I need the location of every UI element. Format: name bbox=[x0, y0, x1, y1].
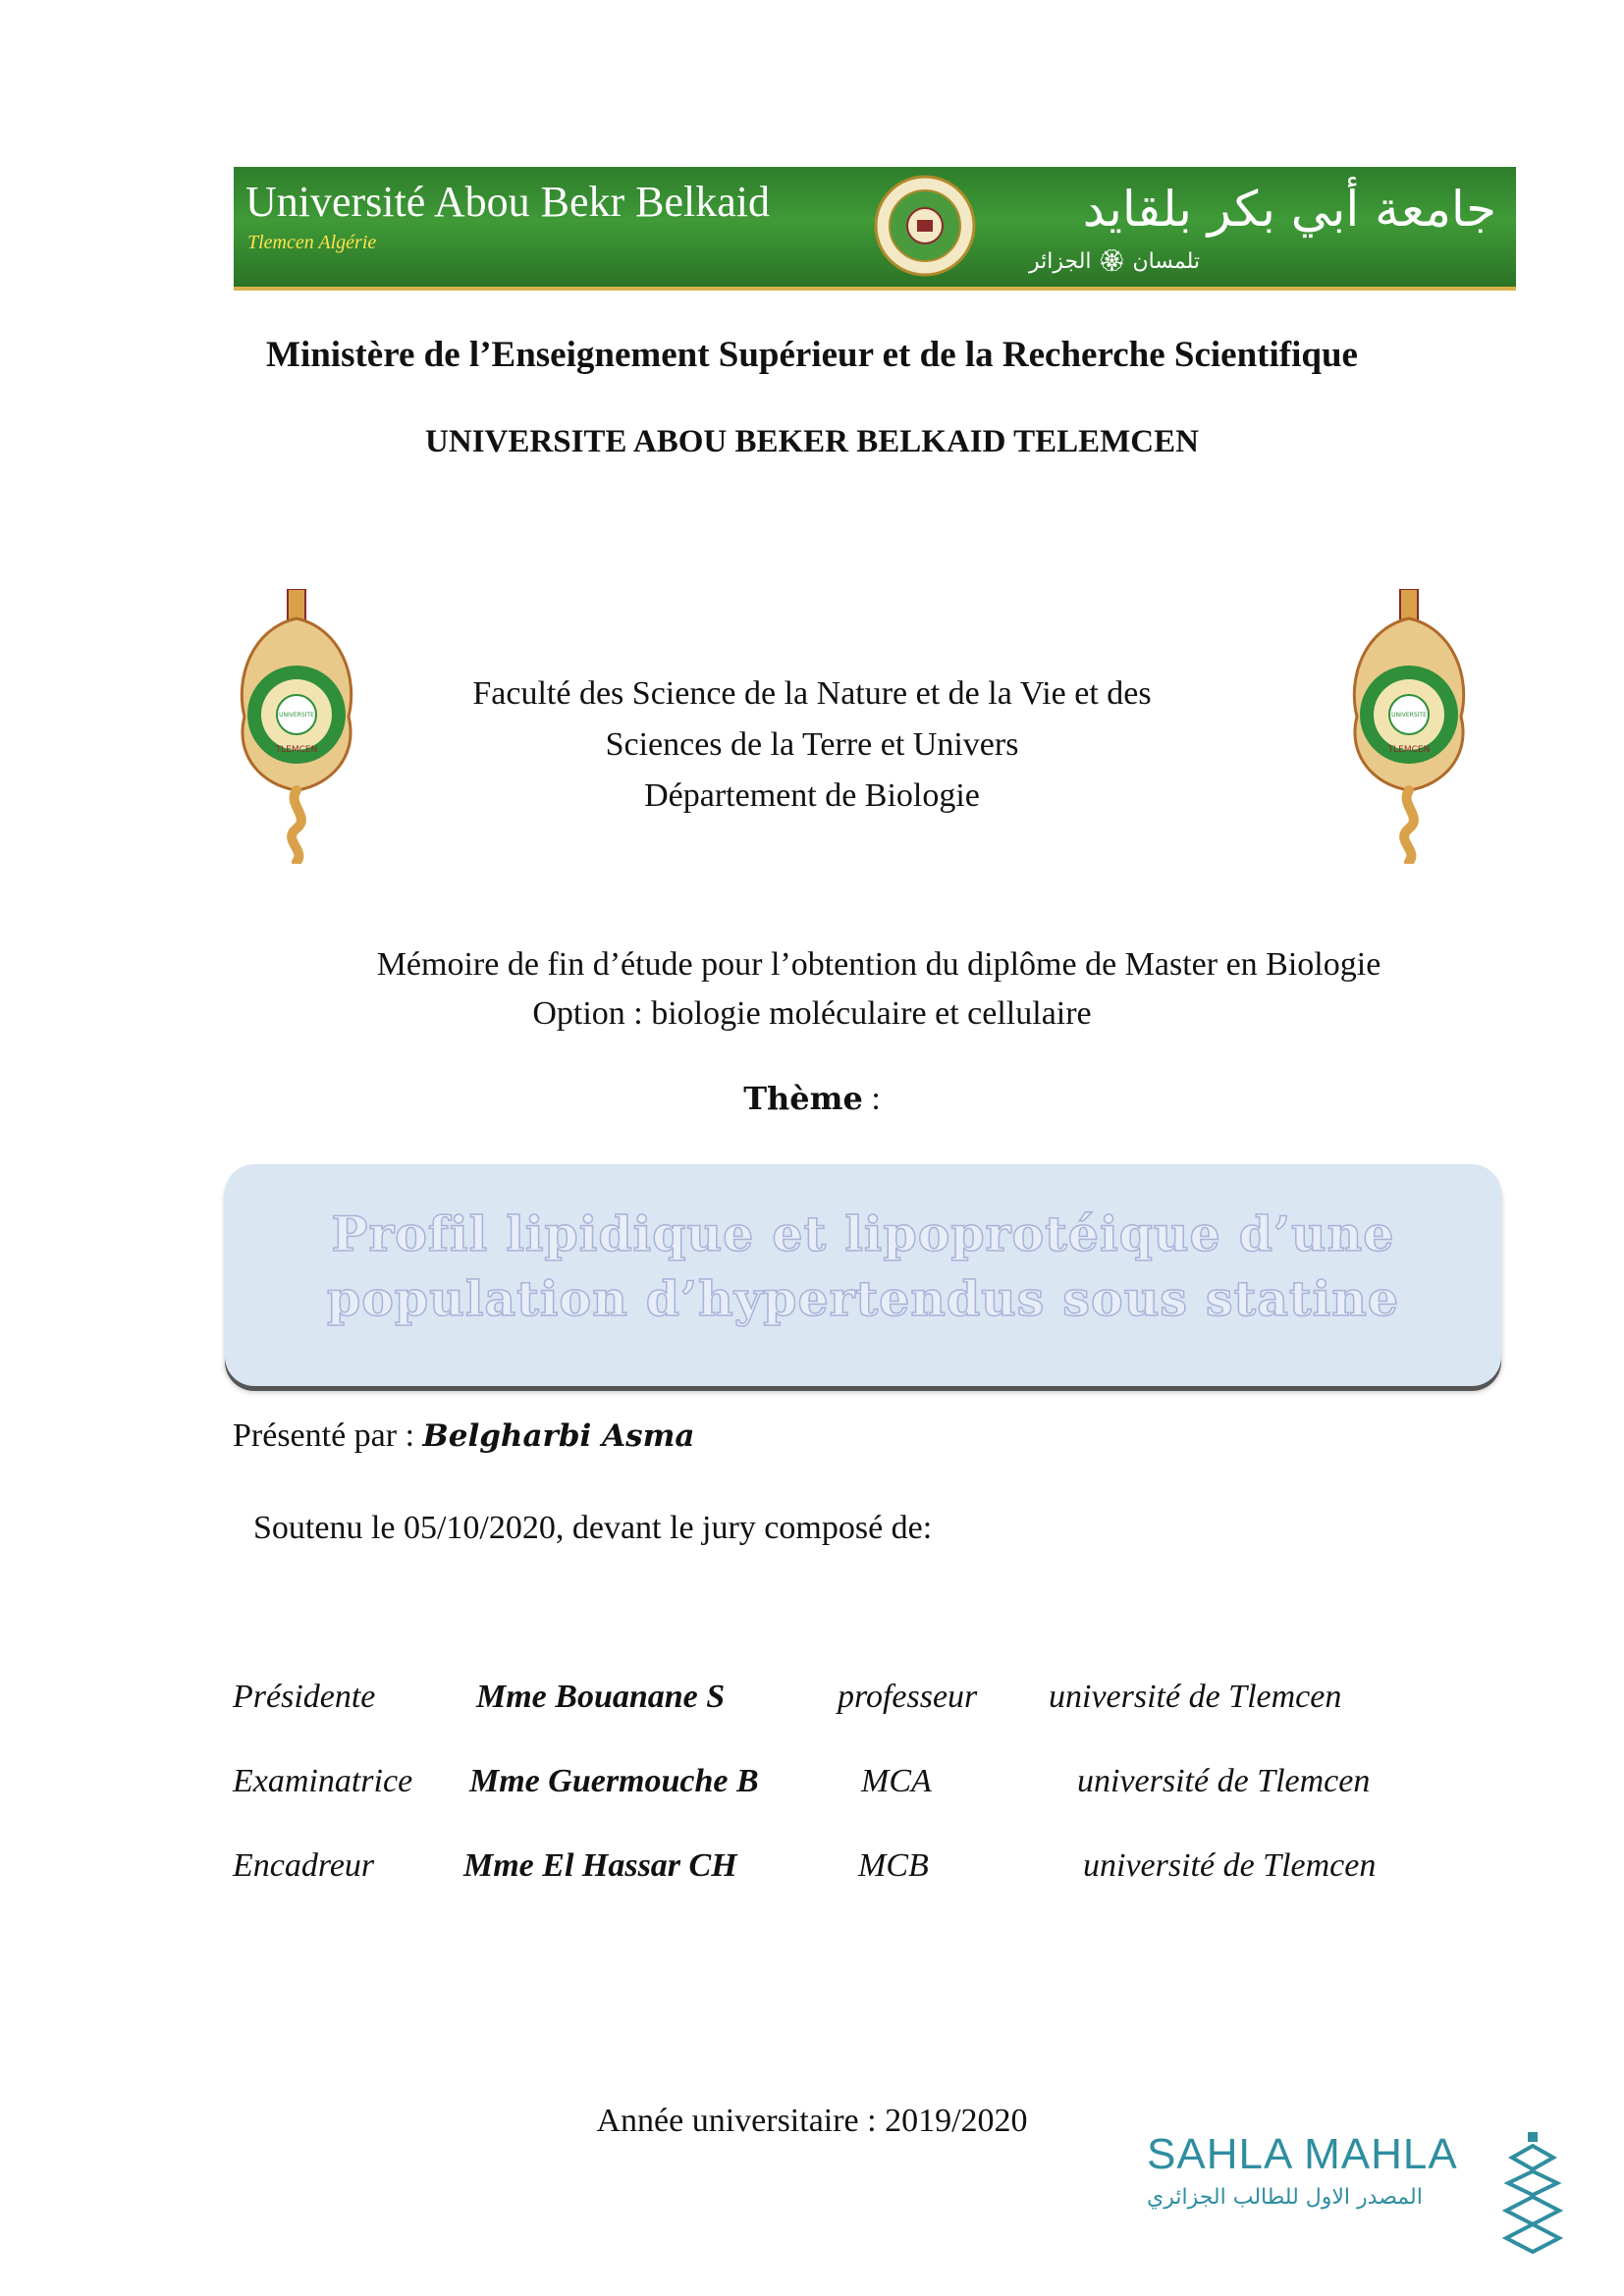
university-banner bbox=[234, 167, 1516, 291]
jury-name: Mme Bouanane S bbox=[476, 1679, 726, 1715]
university-seal-icon bbox=[870, 171, 980, 281]
theme-title-line-2: population d’hypertendus sous statine bbox=[326, 1270, 1399, 1327]
theme-label: Thème bbox=[743, 1080, 863, 1117]
jury-row bbox=[0, 1847, 1624, 1896]
theme-heading bbox=[0, 1080, 1624, 1118]
jury-grade: professeur bbox=[838, 1679, 978, 1715]
watermark-logo-icon bbox=[1502, 2128, 1563, 2275]
faculty-line-2: Sciences de la Terre et Univers bbox=[605, 726, 1019, 763]
emblem-city: TLEMCEN bbox=[275, 745, 318, 755]
jury-role: Présidente bbox=[233, 1679, 376, 1715]
watermark-subtitle: المصدر الاول للطالب الجزائري bbox=[1147, 2185, 1423, 2210]
jury-name: Mme Guermouche B bbox=[469, 1763, 759, 1799]
jury-institution: université de Tlemcen bbox=[1077, 1763, 1371, 1799]
faculty-line-1: Faculté des Science de la Nature et de la Vie et des bbox=[472, 675, 1152, 712]
emblem-label: UNIVERSITE bbox=[1391, 712, 1427, 719]
ministry-title: Ministère de l’Enseignement Supérieur et de la Recherche Scientifique bbox=[266, 335, 1358, 375]
jury-institution: université de Tlemcen bbox=[1049, 1679, 1342, 1715]
theme-suffix: : bbox=[862, 1081, 881, 1117]
university-title: UNIVERSITE ABOU BEKER BELKAID TELEMCEN bbox=[425, 424, 1199, 459]
jury-name: Mme El Hassar CH bbox=[463, 1847, 737, 1884]
jury-role: Examinatrice bbox=[233, 1763, 413, 1799]
department-name: Département de Biologie bbox=[644, 777, 980, 814]
jury-institution: université de Tlemcen bbox=[1083, 1847, 1377, 1884]
emblem-label: UNIVERSITE bbox=[279, 712, 314, 719]
emblem-city: TLEMCEN bbox=[1387, 745, 1431, 755]
jury-grade: MCB bbox=[858, 1847, 929, 1884]
banner-subtitle-ar: تلمسان 🏵 الجزائر bbox=[1029, 249, 1201, 274]
thesis-option: Option : biologie moléculaire et cellulaire bbox=[532, 995, 1092, 1032]
watermark-title: SAHLA MAHLA bbox=[1147, 2130, 1458, 2178]
jury-role: Encadreur bbox=[233, 1847, 375, 1884]
banner-title-ar: جامعة أبي بكر بلقايد bbox=[1082, 181, 1496, 238]
presented-by bbox=[233, 1417, 695, 1455]
banner-subtitle-fr: Tlemcen Algérie bbox=[247, 232, 377, 253]
jury-row bbox=[0, 1679, 1624, 1728]
defense-statement: Soutenu le 05/10/2020, devant le jury composé de: bbox=[253, 1510, 933, 1546]
author-name: Belgharbi Asma bbox=[422, 1418, 695, 1454]
jury-row bbox=[0, 1763, 1624, 1812]
jury-grade: MCA bbox=[861, 1763, 932, 1799]
thesis-description: Mémoire de fin d’étude pour l’obtention du diplôme de Master en Biologie bbox=[376, 946, 1381, 983]
watermark bbox=[1139, 2128, 1561, 2295]
theme-title-box bbox=[225, 1164, 1501, 1386]
presented-label: Présenté par : bbox=[233, 1417, 423, 1454]
banner-title-fr: Université Abou Bekr Belkaid bbox=[245, 178, 771, 226]
theme-title-line-1: Profil lipidique et lipoprotéique d’une bbox=[331, 1205, 1395, 1262]
academic-year: Année universitaire : 2019/2020 bbox=[596, 2103, 1028, 2139]
